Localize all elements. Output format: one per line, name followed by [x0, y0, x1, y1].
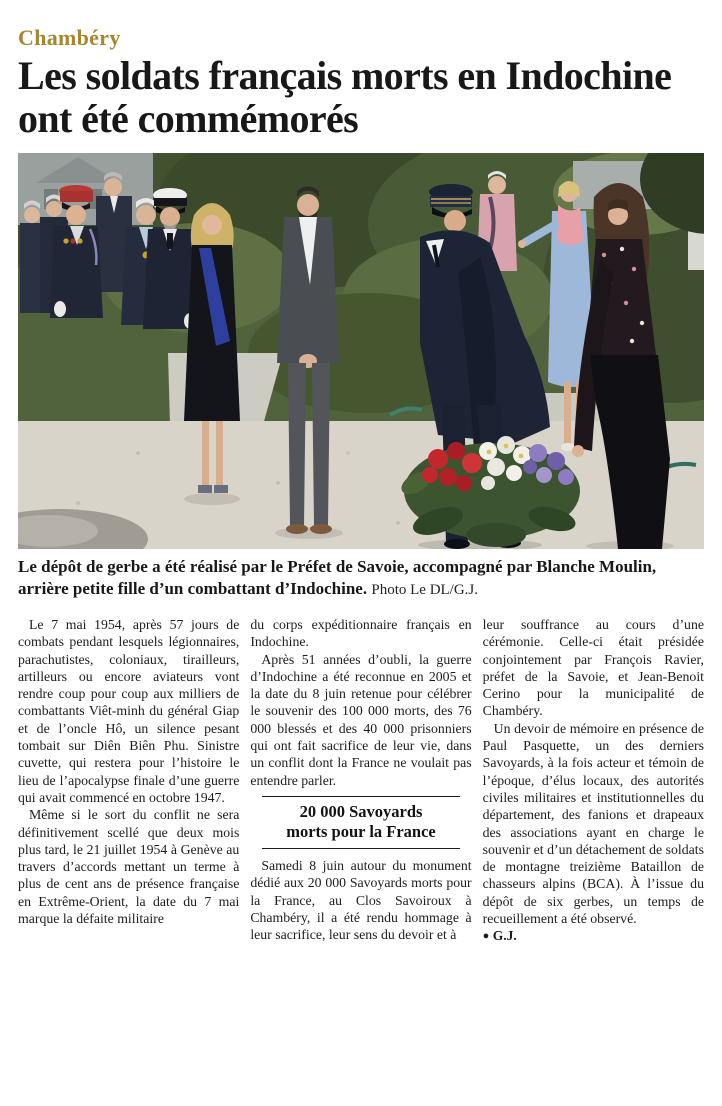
crosshead [262, 796, 459, 849]
caption-text: Le dépôt de gerbe a été réalisé par le Préfet de Savoie, accompagné par Blanche Moulin, arrière petite fille d’un combattant d’Indochine. [18, 557, 657, 598]
article-body [18, 616, 704, 946]
text-column-2 [250, 616, 471, 946]
newspaper-article [0, 26, 722, 946]
ceremony-photo-illustration [18, 153, 704, 549]
byline [483, 927, 704, 945]
article-photo [18, 153, 704, 549]
paragraph: leur souffrance au cours d’une cérémonie. Celle-ci était présidée conjointement par François Ravier, préfet de la Savoie, et Jean-Benoit Cerino pour la municipalité de Chambéry. [482, 617, 704, 719]
crosshead-line-2: morts pour la France [286, 821, 436, 841]
paragraph: Le 7 mai 1954, après 57 jours de combats pendant lesquels légionnaires, parachutistes, coloniaux, tirailleurs, artilleurs ou encore aviateurs vont rendre coup pour coup aux milliers de combattants Viêt-minh du général Giap et de l’oncle Hô, un silence pesant tombait sur Diên Biên Phu. Sinistre cuvette, qui restera pour l’histoire le lieu de l’apocalypse finale d’une guerre qui avait commencé en octobre 1947. [18, 617, 240, 805]
paragraph: Samedi 8 juin autour du monument dédié aux 20 000 Savoyards morts pour la France, au Clos Savoiroux à Chambéry, il a été rendu hommage à leur sacrifice, leur sens du devoir et à [250, 857, 472, 943]
text-column-1 [18, 616, 239, 946]
text-column-3 [483, 616, 704, 946]
paragraph: du corps expéditionnaire français en Indochine. [250, 617, 472, 650]
headline: Les soldats français morts en Indochine ont été commémorés [18, 53, 672, 141]
paragraph: Un devoir de mémoire en présence de Paul Pasquette, un des derniers Savoyards, à la fois acteur et témoin de l’époque, d’élus locaux, des autorités civiles militaires et institutionnelles du département, des fanions et drapeaux des associations ayant en charge le souvenir et d’un détachement de soldats de montagne treizième Bataillon de chasseurs alpins (BCA). À l’issue du dépôt de six gerbes, un temps de recueillement a été observé. [482, 720, 704, 927]
photo-credit: Photo Le DL/G.J. [371, 581, 479, 598]
paragraph: Même si le sort du conflit ne sera définitivement scellé que deux mois plus tard, le 21 juillet 1954 à Genève au travers d’accords mettant un terme à plus de cent ans de présence française en Extrême-Orient, la date du 7 mai marque la défaite militaire [18, 807, 240, 927]
photo-caption [18, 556, 704, 601]
crosshead-line-1: 20 000 Savoyards [299, 801, 423, 821]
paragraph: Après 51 années d’oubli, la guerre d’Indochine a été reconnue en 2005 et la date du 8 juin retenue pour célébrer le souvenir des 100 000 morts, des 76 000 blessés et des 40 000 prisonniers qui ont fait sacrifice de leur vie, dans un conflit dont la France ne voulait pas entendre parler. [250, 651, 472, 788]
section-kicker: Chambéry [18, 25, 121, 50]
byline-bullet-icon: ● [482, 930, 490, 943]
byline-initials: G.J. [492, 928, 517, 944]
